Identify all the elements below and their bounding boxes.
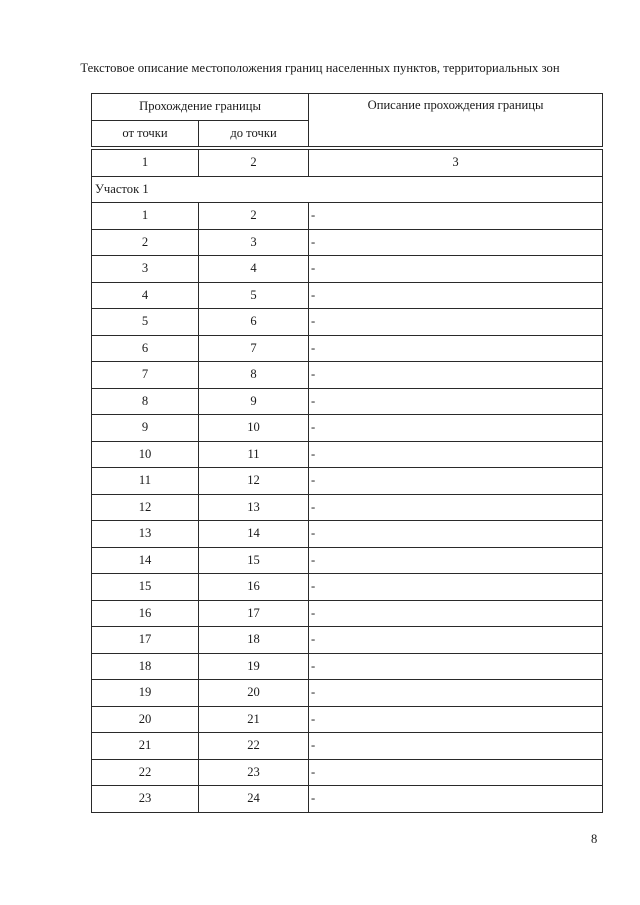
description-cell: - (309, 733, 603, 760)
description-cell: - (309, 309, 603, 336)
table-row (92, 388, 603, 415)
to-point-cell: 13 (199, 494, 309, 521)
from-point-cell: 20 (92, 706, 199, 733)
to-point-cell: 4 (199, 256, 309, 283)
description-header: Описание прохождения границы (309, 94, 603, 147)
from-point-cell: 11 (92, 468, 199, 495)
boundary-passage-header: Прохождение границы (92, 94, 309, 121)
description-cell: - (309, 282, 603, 309)
description-cell: - (309, 574, 603, 601)
to-point-header: до точки (199, 120, 309, 147)
table-row (92, 415, 603, 442)
description-cell: - (309, 786, 603, 813)
from-point-cell: 8 (92, 388, 199, 415)
table-row (92, 521, 603, 548)
to-point-cell: 11 (199, 441, 309, 468)
from-point-cell: 6 (92, 335, 199, 362)
table-row (92, 653, 603, 680)
description-cell: - (309, 229, 603, 256)
from-point-cell: 3 (92, 256, 199, 283)
description-cell: - (309, 627, 603, 654)
table-row (92, 441, 603, 468)
table-row (92, 706, 603, 733)
table-row (92, 282, 603, 309)
from-point-cell: 16 (92, 600, 199, 627)
to-point-cell: 14 (199, 521, 309, 548)
section-row (92, 176, 603, 203)
to-point-cell: 19 (199, 653, 309, 680)
to-point-cell: 15 (199, 547, 309, 574)
from-point-cell: 12 (92, 494, 199, 521)
description-cell: - (309, 494, 603, 521)
to-point-cell: 17 (199, 600, 309, 627)
from-point-cell: 2 (92, 229, 199, 256)
description-cell: - (309, 256, 603, 283)
table-row (92, 468, 603, 495)
to-point-cell: 2 (199, 203, 309, 230)
from-point-cell: 14 (92, 547, 199, 574)
to-point-cell: 12 (199, 468, 309, 495)
description-cell: - (309, 335, 603, 362)
description-cell: - (309, 388, 603, 415)
column-number-2: 2 (199, 150, 309, 177)
document-title: Текстовое описание местоположения границ населенных пунктов, территориальных зон (80, 61, 560, 75)
description-cell: - (309, 680, 603, 707)
table-row (92, 256, 603, 283)
table-body (92, 94, 603, 813)
to-point-cell: 21 (199, 706, 309, 733)
from-point-cell: 23 (92, 786, 199, 813)
table-row (92, 759, 603, 786)
to-point-cell: 23 (199, 759, 309, 786)
to-point-cell: 20 (199, 680, 309, 707)
to-point-cell: 9 (199, 388, 309, 415)
table-row (92, 547, 603, 574)
from-point-cell: 4 (92, 282, 199, 309)
from-point-cell: 10 (92, 441, 199, 468)
from-point-cell: 17 (92, 627, 199, 654)
to-point-cell: 24 (199, 786, 309, 813)
table-row (92, 574, 603, 601)
table-row (92, 494, 603, 521)
description-cell: - (309, 600, 603, 627)
from-point-cell: 9 (92, 415, 199, 442)
from-point-cell: 15 (92, 574, 199, 601)
table-row (92, 600, 603, 627)
from-point-cell: 13 (92, 521, 199, 548)
header-row-1 (92, 94, 603, 121)
to-point-cell: 3 (199, 229, 309, 256)
from-point-cell: 19 (92, 680, 199, 707)
from-point-header: от точки (92, 120, 199, 147)
table-row (92, 786, 603, 813)
description-cell: - (309, 653, 603, 680)
column-number-1: 1 (92, 150, 199, 177)
to-point-cell: 16 (199, 574, 309, 601)
description-cell: - (309, 441, 603, 468)
description-cell: - (309, 468, 603, 495)
table-row (92, 627, 603, 654)
description-cell: - (309, 415, 603, 442)
description-cell: - (309, 362, 603, 389)
column-number-row (92, 150, 603, 177)
to-point-cell: 18 (199, 627, 309, 654)
description-cell: - (309, 547, 603, 574)
to-point-cell: 5 (199, 282, 309, 309)
table-row (92, 362, 603, 389)
to-point-cell: 7 (199, 335, 309, 362)
description-cell: - (309, 203, 603, 230)
to-point-cell: 22 (199, 733, 309, 760)
description-cell: - (309, 759, 603, 786)
to-point-cell: 10 (199, 415, 309, 442)
table-row (92, 229, 603, 256)
to-point-cell: 6 (199, 309, 309, 336)
from-point-cell: 1 (92, 203, 199, 230)
to-point-cell: 8 (199, 362, 309, 389)
from-point-cell: 18 (92, 653, 199, 680)
column-number-3: 3 (309, 150, 603, 177)
from-point-cell: 21 (92, 733, 199, 760)
table-row (92, 203, 603, 230)
table-row (92, 733, 603, 760)
table-row (92, 335, 603, 362)
from-point-cell: 22 (92, 759, 199, 786)
description-cell: - (309, 706, 603, 733)
page-number: 8 (591, 832, 598, 846)
boundary-table (91, 93, 603, 813)
from-point-cell: 7 (92, 362, 199, 389)
description-cell: - (309, 521, 603, 548)
table-row (92, 309, 603, 336)
from-point-cell: 5 (92, 309, 199, 336)
table-row (92, 680, 603, 707)
section-label: Участок 1 (92, 176, 603, 203)
